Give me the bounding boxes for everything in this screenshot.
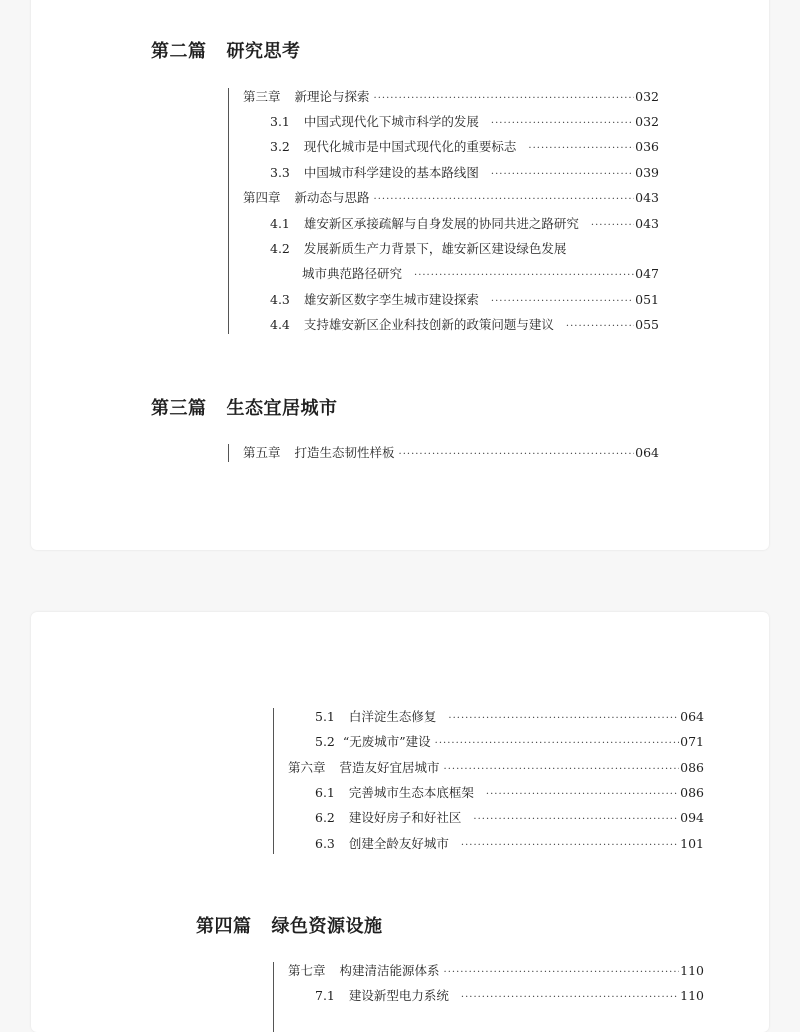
toc-page-1 (31, 0, 769, 550)
section-number: 3.3 (270, 165, 290, 180)
page-number: 071 (680, 734, 704, 749)
part-number: 第三篇 (151, 398, 207, 419)
entry-title: 新动态与思路 (294, 190, 370, 205)
dot-leader (374, 90, 635, 108)
dot-leader (473, 811, 679, 829)
part-name: 绿色资源设施 (271, 916, 383, 937)
part-title-3 (151, 394, 338, 420)
page-number: 043 (635, 216, 659, 231)
page-number: 032 (635, 89, 659, 104)
toc-entry-3-3[interactable] (270, 164, 659, 182)
toc-entry-chapter-4[interactable] (243, 189, 659, 207)
toc-entry-6-3[interactable] (315, 835, 704, 853)
toc-entry-chapter-3[interactable] (243, 88, 659, 106)
page-number: 039 (635, 165, 659, 180)
section-number: 3.2 (270, 139, 290, 154)
dot-leader (444, 761, 680, 779)
dot-leader (491, 115, 634, 133)
section-number: 4.2 (270, 241, 290, 256)
part-name: 研究思考 (226, 41, 301, 62)
entry-title: 中国城市科学建设的基本路线图 (303, 165, 479, 180)
page-number: 101 (680, 836, 704, 851)
chapter-label: 第三章 (243, 89, 281, 104)
section-number: 6.1 (315, 785, 335, 800)
page-number: 047 (635, 266, 659, 281)
dot-leader (461, 837, 679, 855)
toc-entry-4-1[interactable] (270, 215, 659, 233)
entry-title: 营造友好宜居城市 (339, 760, 440, 775)
section-number: 4.1 (270, 216, 290, 231)
entry-title: 雄安新区承接疏解与自身发展的协同共进之路研究 (303, 216, 579, 231)
toc-entry-7-1[interactable] (315, 987, 704, 1005)
toc-entry-6-2[interactable] (315, 809, 704, 827)
section-number: 3.1 (270, 114, 290, 129)
toc-block-part-2 (228, 88, 659, 334)
section-number: 4.3 (270, 292, 290, 307)
toc-entry-6-1[interactable] (315, 784, 704, 802)
page-number: 110 (680, 963, 704, 978)
page-number: 043 (635, 190, 659, 205)
dot-leader (435, 735, 679, 753)
entry-title: 新理论与探索 (294, 89, 370, 104)
toc-page-2 (31, 612, 769, 1032)
chapter-label: 第四章 (243, 190, 281, 205)
page-number: 086 (680, 785, 704, 800)
toc-block-part-3 (228, 444, 659, 462)
toc-block-part-3-continued (273, 708, 704, 854)
section-number: 5.1 (315, 709, 335, 724)
page-number: 094 (680, 810, 704, 825)
chapter-label: 第六章 (288, 760, 326, 775)
entry-title: 雄安新区数字孪生城市建设探索 (303, 292, 479, 307)
dot-leader (461, 989, 679, 1007)
chapter-label: 第七章 (288, 963, 326, 978)
section-number: 6.3 (315, 836, 335, 851)
part-number: 第四篇 (196, 916, 252, 937)
entry-title: 创建全龄友好城市 (348, 836, 449, 851)
page-number: 064 (680, 709, 704, 724)
entry-title: 支持雄安新区企业科技创新的政策问题与建议 (303, 317, 554, 332)
section-number: 5.2 (315, 734, 335, 749)
entry-title: 现代化城市是中国式现代化的重要标志 (303, 139, 517, 154)
part-title-2 (151, 37, 301, 63)
part-title-4 (196, 912, 383, 938)
toc-entry-3-1[interactable] (270, 113, 659, 131)
dot-leader (566, 318, 634, 336)
toc-entry-chapter-7[interactable] (288, 962, 704, 980)
entry-title: “无废城市”建设 (342, 734, 431, 749)
dot-leader (528, 140, 634, 158)
page-number: 064 (635, 445, 659, 460)
toc-entry-3-2[interactable] (270, 138, 659, 156)
entry-title: 打造生态韧性样板 (294, 445, 395, 460)
toc-entry-chapter-5[interactable] (243, 444, 659, 462)
entry-title: 建设好房子和好社区 (348, 810, 462, 825)
page-number: 110 (680, 988, 704, 1003)
toc-block-part-4 (273, 962, 704, 1032)
chapter-label: 第五章 (243, 445, 281, 460)
dot-leader (491, 166, 634, 184)
entry-title: 白洋淀生态修复 (348, 709, 437, 724)
toc-entry-chapter-6[interactable] (288, 759, 704, 777)
entry-title: 城市典范路径研究 (302, 266, 403, 281)
toc-entry-4-3[interactable] (270, 291, 659, 309)
toc-entry-4-2[interactable] (270, 240, 659, 258)
dot-leader (374, 191, 635, 209)
part-name: 生态宜居城市 (226, 398, 338, 419)
entry-title: 中国式现代化下城市科学的发展 (303, 114, 479, 129)
dot-leader (491, 293, 634, 311)
dot-leader (414, 267, 634, 285)
toc-entry-4-2-continued[interactable] (302, 265, 659, 283)
page-number: 086 (680, 760, 704, 775)
part-number: 第二篇 (151, 41, 207, 62)
dot-leader (591, 217, 634, 235)
page-number: 055 (635, 317, 659, 332)
page-number: 032 (635, 114, 659, 129)
entry-title: 完善城市生态本底框架 (348, 785, 474, 800)
dot-leader (448, 710, 679, 728)
section-number: 6.2 (315, 810, 335, 825)
entry-title: 建设新型电力系统 (348, 988, 449, 1003)
section-number: 4.4 (270, 317, 290, 332)
entry-title: 发展新质生产力背景下，雄安新区建设绿色发展 (303, 241, 567, 256)
toc-entry-4-4[interactable] (270, 316, 659, 334)
entry-title: 构建清洁能源体系 (339, 963, 440, 978)
page-number: 051 (635, 292, 659, 307)
dot-leader (486, 786, 679, 804)
section-number: 7.1 (315, 988, 335, 1003)
page-number: 036 (635, 139, 659, 154)
dot-leader (399, 446, 635, 464)
dot-leader (444, 964, 680, 982)
toc-entry-5-1[interactable] (315, 708, 704, 726)
toc-entry-5-2[interactable] (315, 733, 704, 751)
